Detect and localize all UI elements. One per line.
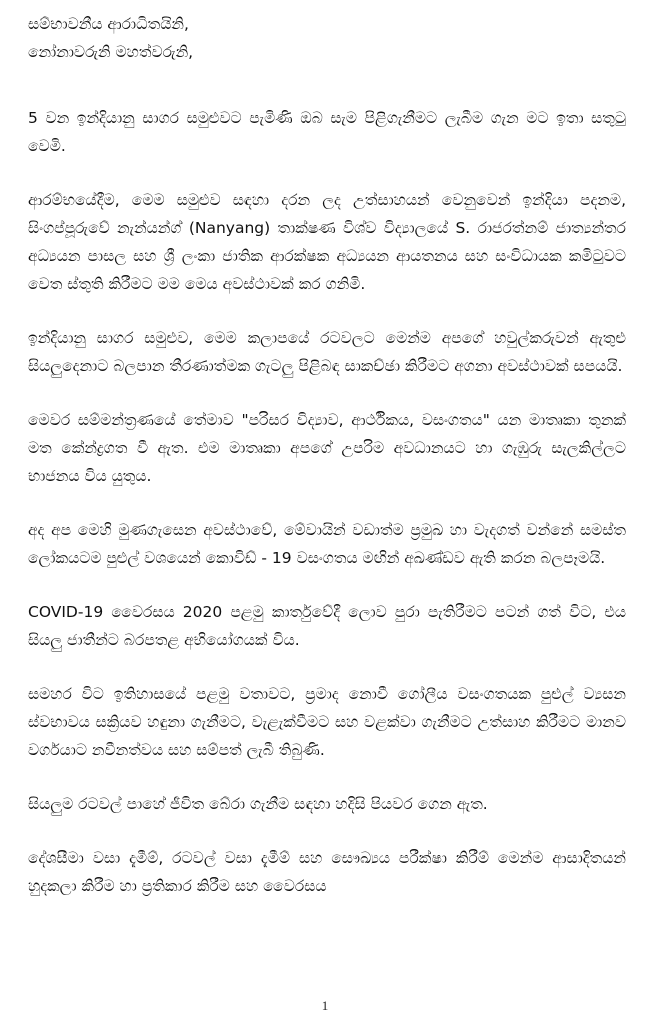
paragraph-1: 5 වන ඉන්දියානු සාගර සමුළුවට පැමිණි ඔබ සැම පිළිගැනීමට ලැබීම ගැන මට ඉතා සතුටු වෙමි. (28, 109, 626, 155)
salutation-block (28, 10, 626, 66)
paragraph-8: සියලුම රටවල් පාහේ ජීවිත බේරා ගැනීම සඳහා හදිසි පියවර ගෙන ඇත. (28, 795, 488, 813)
paragraph-4: මෙවර සම්මන්ත්‍රණයේ තේමාව "පරිසර විද්‍යාව, ආර්ථිකය, වසංගතය" යන මාතෘකා තුනක් මත කේන්ද්‍රගත වී ඇත. එම මාතෘකා අපගේ උපරිම අවධානයට හා ගැඹුරු සැලකිල්ලට භාජනය විය යුතුය. (28, 411, 626, 485)
paragraph-2: ආරම්භයේදීම, මෙම සමුළුව සඳහා දරන ලද උත්සාහයන් වෙනුවෙන් ඉන්දියා පදනම, සිංගප්පූරුවේ නැන්යන්ග් (Nanyang) තාක්ෂණ විශ්ව විද්‍යාලයේ S. රාජරත්නම් ජාත්‍යන්තර අධ්‍යයන පාසල සහ ශ්‍රී ලංකා ජාතික ආරක්ෂක අධ්‍යයන ආයතනය සහ සංවිධායක කමිටුවට වෙත ස්තුති කිරීමට මම මෙය අවස්ථාවක් කර ගනිමි. (28, 191, 626, 293)
salutation-line: සම්භාවනීය ආරාධිතයිනි, (28, 15, 189, 33)
paragraph-7: සමහර විට ඉතිහාසයේ පළමු වතාවට, ප්‍රමාද නොවී ගෝලීය වසංගතයක පුළුල් ව්‍යසන ස්වභාවය සක්‍රියව හඳුනා ගැනීමට, වැළැක්වීමට සහ වළක්වා ගැනීමට උත්සාහ කිරීමට මානව වර්ගයාට නවීනත්වය සහ සම්පත් ලැබී තිබුණි. (28, 685, 626, 759)
paragraph-5: අද අප මෙහි මුණගැසෙන අවස්ථාවේ, මේවායින් වඩාත්ම ප්‍රමුඛ හා වැදගත් වන්නේ සමස්ත ලෝකයටම පුළුල් වශයෙන් කොවිඩ් - 19 වසංගතය මඟින් අඛණ්ඩව ඇති කරන බලපෑමයි. (28, 521, 626, 567)
paragraph-6: COVID-19 වෛරසය 2020 පළමු කාර්තුවේදී ලොව පුරා පැතිරීමට පටන් ගත් විට, එය සියලු ජාතීන්ට බරපතළ අභියෝගයක් විය. (28, 603, 626, 649)
page-number: 1 (321, 998, 329, 1013)
paragraph-9: දේශසීමා වසා දැමීම්, රටවල් වසා දැමීම් සහ සෞඛ්‍යය පරීක්ෂා කිරීම් මෙන්ම ආසාදිතයන් හුදකලා කිරීම හා ප්‍රතිකාර කිරීම සහ වෛරසය (28, 849, 626, 895)
paragraph-3: ඉන්දියානු සාගර සමුළුව, මෙම කලාපයේ රටවලට මෙන්ම අපගේ හවුල්කරුවන් ඇතුළු සියලුදෙනාට බලපාන තීරණාත්මක ගැටලු පිළිබඳ සාකච්ඡා කිරීමට අගනා අවස්ථාවක් සපයයි. (28, 329, 626, 375)
salutation-line: නෝනාවරුනි මහත්වරුනි, (28, 43, 194, 61)
